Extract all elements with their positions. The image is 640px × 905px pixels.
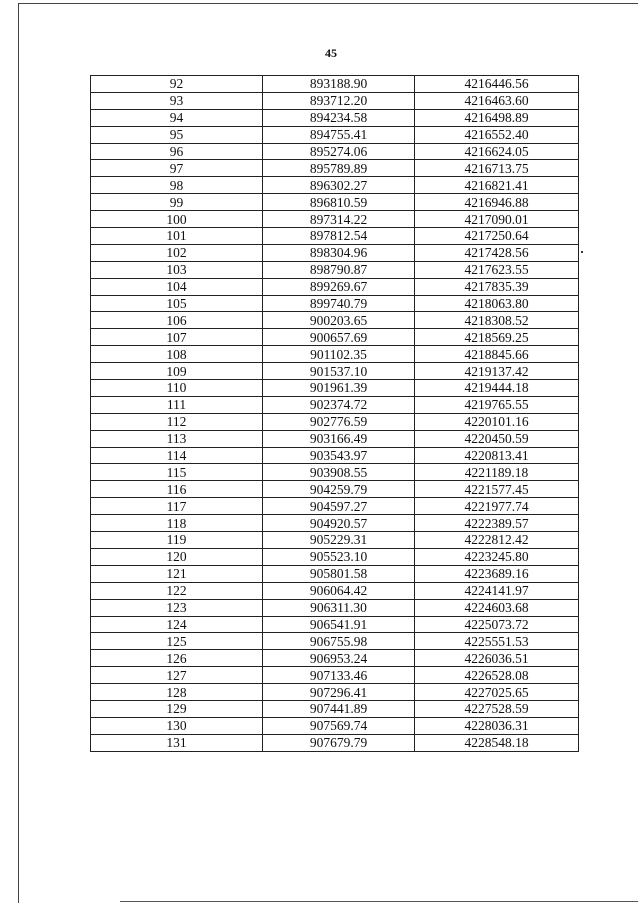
y-coordinate-cell: 4216498.89 <box>415 109 579 126</box>
y-coordinate-cell: 4222812.42 <box>415 532 579 549</box>
x-coordinate-cell: 896810.59 <box>263 194 415 211</box>
y-coordinate-cell: 4223689.16 <box>415 565 579 582</box>
point-number-cell: 98 <box>91 177 263 194</box>
y-coordinate-cell: 4227025.65 <box>415 684 579 701</box>
table-row <box>91 329 579 346</box>
x-coordinate-cell: 895789.89 <box>263 160 415 177</box>
table-row <box>91 633 579 650</box>
y-coordinate-cell: 4216463.60 <box>415 92 579 109</box>
point-number-cell: 121 <box>91 565 263 582</box>
x-coordinate-cell: 907133.46 <box>263 667 415 684</box>
y-coordinate-cell: 4221977.74 <box>415 498 579 515</box>
table-row <box>91 650 579 667</box>
table-row <box>91 76 579 93</box>
bottom-rule <box>120 901 638 902</box>
table-row <box>91 244 579 261</box>
x-coordinate-cell: 895274.06 <box>263 143 415 160</box>
point-number-cell: 104 <box>91 278 263 295</box>
table-row <box>91 481 579 498</box>
y-coordinate-cell: 4227528.59 <box>415 700 579 717</box>
point-number-cell: 92 <box>91 76 263 93</box>
x-coordinate-cell: 907441.89 <box>263 700 415 717</box>
y-coordinate-cell: 4218845.66 <box>415 346 579 363</box>
y-coordinate-cell: 4226528.08 <box>415 667 579 684</box>
point-number-cell: 123 <box>91 599 263 616</box>
table-row <box>91 396 579 413</box>
table-row <box>91 126 579 143</box>
point-number-cell: 99 <box>91 194 263 211</box>
x-coordinate-cell: 896302.27 <box>263 177 415 194</box>
point-number-cell: 130 <box>91 717 263 734</box>
table-row <box>91 295 579 312</box>
table-row <box>91 211 579 228</box>
y-coordinate-cell: 4221189.18 <box>415 464 579 481</box>
table-row <box>91 700 579 717</box>
x-coordinate-cell: 903908.55 <box>263 464 415 481</box>
point-number-cell: 116 <box>91 481 263 498</box>
x-coordinate-cell: 904259.79 <box>263 481 415 498</box>
x-coordinate-cell: 904597.27 <box>263 498 415 515</box>
point-number-cell: 124 <box>91 616 263 633</box>
y-coordinate-cell: 4216552.40 <box>415 126 579 143</box>
x-coordinate-cell: 900657.69 <box>263 329 415 346</box>
table-row <box>91 515 579 532</box>
table-row <box>91 565 579 582</box>
point-number-cell: 102 <box>91 244 263 261</box>
table-row <box>91 464 579 481</box>
point-number-cell: 114 <box>91 447 263 464</box>
y-coordinate-cell: 4216446.56 <box>415 76 579 93</box>
page-number: 45 <box>325 46 337 60</box>
y-coordinate-cell: 4219444.18 <box>415 380 579 397</box>
point-number-cell: 112 <box>91 413 263 430</box>
x-coordinate-cell: 901537.10 <box>263 363 415 380</box>
y-coordinate-cell: 4217623.55 <box>415 261 579 278</box>
x-coordinate-cell: 906541.91 <box>263 616 415 633</box>
x-coordinate-cell: 894234.58 <box>263 109 415 126</box>
y-coordinate-cell: 4219137.42 <box>415 363 579 380</box>
y-coordinate-cell: 4224141.97 <box>415 582 579 599</box>
table-row <box>91 363 579 380</box>
x-coordinate-cell: 897314.22 <box>263 211 415 228</box>
y-coordinate-cell: 4223245.80 <box>415 548 579 565</box>
y-coordinate-cell: 4225551.53 <box>415 633 579 650</box>
x-coordinate-cell: 906064.42 <box>263 582 415 599</box>
point-number-cell: 128 <box>91 684 263 701</box>
x-coordinate-cell: 898790.87 <box>263 261 415 278</box>
x-coordinate-cell: 900203.65 <box>263 312 415 329</box>
y-coordinate-cell: 4226036.51 <box>415 650 579 667</box>
x-coordinate-cell: 899740.79 <box>263 295 415 312</box>
point-number-cell: 127 <box>91 667 263 684</box>
point-number-cell: 97 <box>91 160 263 177</box>
table-row <box>91 532 579 549</box>
table-row <box>91 160 579 177</box>
y-coordinate-cell: 4217250.64 <box>415 228 579 245</box>
table-row <box>91 143 579 160</box>
y-coordinate-cell: 4217090.01 <box>415 211 579 228</box>
point-number-cell: 109 <box>91 363 263 380</box>
y-coordinate-cell: 4216821.41 <box>415 177 579 194</box>
y-coordinate-cell: 4219765.55 <box>415 396 579 413</box>
x-coordinate-cell: 893712.20 <box>263 92 415 109</box>
x-coordinate-cell: 905801.58 <box>263 565 415 582</box>
x-coordinate-cell: 907296.41 <box>263 684 415 701</box>
y-coordinate-cell: 4216624.05 <box>415 143 579 160</box>
x-coordinate-cell: 906953.24 <box>263 650 415 667</box>
x-coordinate-cell: 901102.35 <box>263 346 415 363</box>
table-row <box>91 109 579 126</box>
scan-speck <box>581 251 583 253</box>
table-row <box>91 498 579 515</box>
point-number-cell: 95 <box>91 126 263 143</box>
point-number-cell: 93 <box>91 92 263 109</box>
point-number-cell: 117 <box>91 498 263 515</box>
x-coordinate-cell: 906311.30 <box>263 599 415 616</box>
table-row <box>91 599 579 616</box>
table-row <box>91 684 579 701</box>
x-coordinate-cell: 903543.97 <box>263 447 415 464</box>
x-coordinate-cell: 907679.79 <box>263 734 415 751</box>
y-coordinate-cell: 4228036.31 <box>415 717 579 734</box>
y-coordinate-cell: 4218308.52 <box>415 312 579 329</box>
table-row <box>91 734 579 751</box>
table-row <box>91 413 579 430</box>
point-number-cell: 106 <box>91 312 263 329</box>
y-coordinate-cell: 4217835.39 <box>415 278 579 295</box>
y-coordinate-cell: 4218569.25 <box>415 329 579 346</box>
x-coordinate-cell: 906755.98 <box>263 633 415 650</box>
coordinates-table-body <box>91 76 579 752</box>
point-number-cell: 131 <box>91 734 263 751</box>
point-number-cell: 129 <box>91 700 263 717</box>
table-row <box>91 616 579 633</box>
table-row <box>91 194 579 211</box>
table-row <box>91 430 579 447</box>
point-number-cell: 115 <box>91 464 263 481</box>
point-number-cell: 126 <box>91 650 263 667</box>
y-coordinate-cell: 4217428.56 <box>415 244 579 261</box>
point-number-cell: 125 <box>91 633 263 650</box>
point-number-cell: 122 <box>91 582 263 599</box>
y-coordinate-cell: 4221577.45 <box>415 481 579 498</box>
x-coordinate-cell: 893188.90 <box>263 76 415 93</box>
y-coordinate-cell: 4216946.88 <box>415 194 579 211</box>
point-number-cell: 96 <box>91 143 263 160</box>
x-coordinate-cell: 903166.49 <box>263 430 415 447</box>
point-number-cell: 100 <box>91 211 263 228</box>
table-row <box>91 667 579 684</box>
point-number-cell: 110 <box>91 380 263 397</box>
coordinates-table <box>90 75 579 752</box>
point-number-cell: 103 <box>91 261 263 278</box>
table-row <box>91 228 579 245</box>
y-coordinate-cell: 4228548.18 <box>415 734 579 751</box>
table-row <box>91 548 579 565</box>
table-row <box>91 177 579 194</box>
x-coordinate-cell: 905229.31 <box>263 532 415 549</box>
point-number-cell: 107 <box>91 329 263 346</box>
y-coordinate-cell: 4220101.16 <box>415 413 579 430</box>
point-number-cell: 94 <box>91 109 263 126</box>
x-coordinate-cell: 902776.59 <box>263 413 415 430</box>
y-coordinate-cell: 4224603.68 <box>415 599 579 616</box>
y-coordinate-cell: 4216713.75 <box>415 160 579 177</box>
x-coordinate-cell: 897812.54 <box>263 228 415 245</box>
table-row <box>91 447 579 464</box>
point-number-cell: 108 <box>91 346 263 363</box>
table-row <box>91 380 579 397</box>
table-row <box>91 582 579 599</box>
point-number-cell: 119 <box>91 532 263 549</box>
x-coordinate-cell: 898304.96 <box>263 244 415 261</box>
table-row <box>91 278 579 295</box>
point-number-cell: 113 <box>91 430 263 447</box>
table-row <box>91 346 579 363</box>
x-coordinate-cell: 907569.74 <box>263 717 415 734</box>
point-number-cell: 111 <box>91 396 263 413</box>
y-coordinate-cell: 4220450.59 <box>415 430 579 447</box>
y-coordinate-cell: 4225073.72 <box>415 616 579 633</box>
x-coordinate-cell: 902374.72 <box>263 396 415 413</box>
point-number-cell: 105 <box>91 295 263 312</box>
table-row <box>91 717 579 734</box>
y-coordinate-cell: 4218063.80 <box>415 295 579 312</box>
x-coordinate-cell: 905523.10 <box>263 548 415 565</box>
table-row <box>91 312 579 329</box>
y-coordinate-cell: 4220813.41 <box>415 447 579 464</box>
x-coordinate-cell: 904920.57 <box>263 515 415 532</box>
point-number-cell: 120 <box>91 548 263 565</box>
y-coordinate-cell: 4222389.57 <box>415 515 579 532</box>
x-coordinate-cell: 901961.39 <box>263 380 415 397</box>
point-number-cell: 118 <box>91 515 263 532</box>
x-coordinate-cell: 899269.67 <box>263 278 415 295</box>
table-row <box>91 92 579 109</box>
point-number-cell: 101 <box>91 228 263 245</box>
x-coordinate-cell: 894755.41 <box>263 126 415 143</box>
table-row <box>91 261 579 278</box>
